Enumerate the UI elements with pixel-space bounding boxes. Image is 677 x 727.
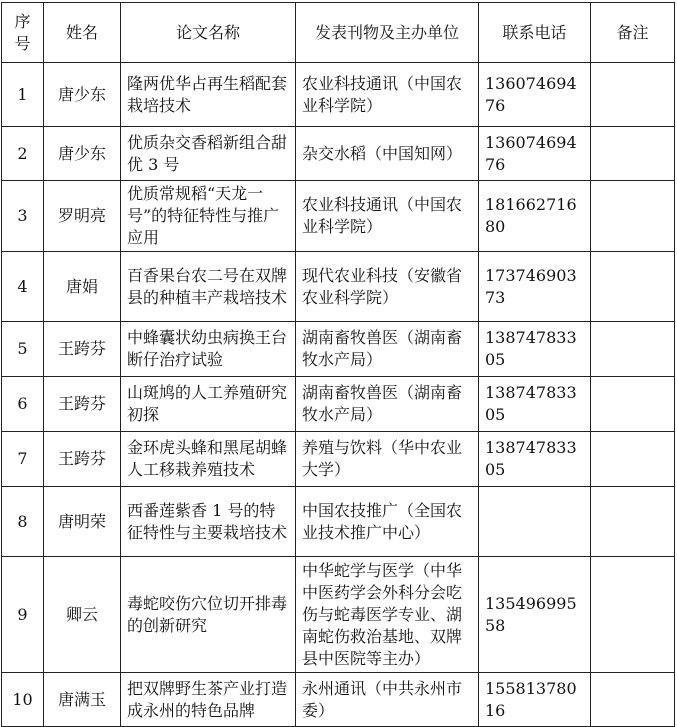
cell-no: 5 <box>2 322 44 377</box>
cell-name: 唐娟 <box>44 252 121 322</box>
cell-journal: 中国农技推广（全国农业技术推广中心） <box>296 487 479 557</box>
cell-phone: 13874783305 <box>479 432 591 487</box>
cell-note <box>591 181 675 252</box>
cell-title: 把双牌野生茶产业打造成永州的特色品牌 <box>121 673 296 727</box>
cell-note <box>591 63 675 127</box>
cell-title: 中蜂囊状幼虫病换王台断仔治疗试验 <box>121 322 296 377</box>
cell-name: 唐满玉 <box>44 673 121 727</box>
cell-no: 4 <box>2 252 44 322</box>
cell-phone: 13607469476 <box>479 63 591 127</box>
cell-note <box>591 673 675 727</box>
cell-no: 9 <box>2 557 44 673</box>
cell-name: 王跨芬 <box>44 377 121 432</box>
cell-no: 2 <box>2 127 44 181</box>
cell-phone: 13549699558 <box>479 557 591 673</box>
cell-title: 金环虎头蜂和黑尾胡蜂人工移栽养殖技术 <box>121 432 296 487</box>
cell-name: 王跨芬 <box>44 432 121 487</box>
cell-journal: 农业科技通讯（中国农业科学院） <box>296 181 479 252</box>
header-no: 序号 <box>2 3 44 63</box>
cell-name: 王跨芬 <box>44 322 121 377</box>
cell-phone: 13874783305 <box>479 377 591 432</box>
papers-table <box>1 2 675 727</box>
cell-phone: 13874783305 <box>479 322 591 377</box>
cell-journal: 中华蛇学与医学（中华中医药学会外科分会吃伤与蛇毒医学专业、湖南蛇伤救治基地、双牌县中医院等主办） <box>296 557 479 673</box>
cell-name: 唐少东 <box>44 127 121 181</box>
cell-note <box>591 557 675 673</box>
header-row <box>2 3 675 63</box>
header-note: 备注 <box>591 3 675 63</box>
cell-note <box>591 432 675 487</box>
header-journal: 发表刊物及主办单位 <box>296 3 479 63</box>
cell-journal: 湖南畜牧兽医（湖南畜牧水产局） <box>296 322 479 377</box>
cell-journal: 湖南畜牧兽医（湖南畜牧水产局） <box>296 377 479 432</box>
cell-no: 3 <box>2 181 44 252</box>
header-phone: 联系电话 <box>479 3 591 63</box>
cell-no: 8 <box>2 487 44 557</box>
cell-title: 优质常规稻“天龙一号”的特征特性与推广应用 <box>121 181 296 252</box>
cell-note <box>591 127 675 181</box>
header-name: 姓名 <box>44 3 121 63</box>
cell-journal: 现代农业科技（安徽省农业科学院） <box>296 252 479 322</box>
cell-name: 卿云 <box>44 557 121 673</box>
table-row <box>2 557 675 673</box>
cell-journal: 杂交水稻（中国知网） <box>296 127 479 181</box>
header-title: 论文名称 <box>121 3 296 63</box>
cell-journal: 养殖与饮料（华中农业大学） <box>296 432 479 487</box>
cell-phone: 17374690373 <box>479 252 591 322</box>
cell-title: 毒蛇咬伤穴位切开排毒的创新研究 <box>121 557 296 673</box>
cell-name: 唐明荣 <box>44 487 121 557</box>
cell-no: 7 <box>2 432 44 487</box>
cell-note <box>591 322 675 377</box>
table-row <box>2 377 675 432</box>
cell-no: 1 <box>2 63 44 127</box>
table-row <box>2 127 675 181</box>
cell-phone <box>479 487 591 557</box>
table-row <box>2 63 675 127</box>
cell-journal: 农业科技通讯（中国农业科学院） <box>296 63 479 127</box>
table-row <box>2 322 675 377</box>
cell-phone: 18166271680 <box>479 181 591 252</box>
cell-name: 罗明亮 <box>44 181 121 252</box>
cell-journal: 永州通讯（中共永州市委） <box>296 673 479 727</box>
cell-note <box>591 252 675 322</box>
cell-title: 山斑鸠的人工养殖研究初探 <box>121 377 296 432</box>
table-row <box>2 673 675 727</box>
cell-no: 6 <box>2 377 44 432</box>
cell-note <box>591 377 675 432</box>
cell-phone: 15581378016 <box>479 673 591 727</box>
cell-no: 10 <box>2 673 44 727</box>
table-row <box>2 252 675 322</box>
cell-title: 百香果台农二号在双牌县的种植丰产栽培技术 <box>121 252 296 322</box>
cell-name: 唐少东 <box>44 63 121 127</box>
table-row <box>2 487 675 557</box>
cell-note <box>591 487 675 557</box>
cell-title: 西番莲紫香 1 号的特征特性与主要栽培技术 <box>121 487 296 557</box>
table-row <box>2 181 675 252</box>
cell-title: 优质杂交香稻新组合甜优 3 号 <box>121 127 296 181</box>
table-row <box>2 432 675 487</box>
cell-title: 隆两优华占再生稻配套栽培技术 <box>121 63 296 127</box>
cell-phone: 13607469476 <box>479 127 591 181</box>
